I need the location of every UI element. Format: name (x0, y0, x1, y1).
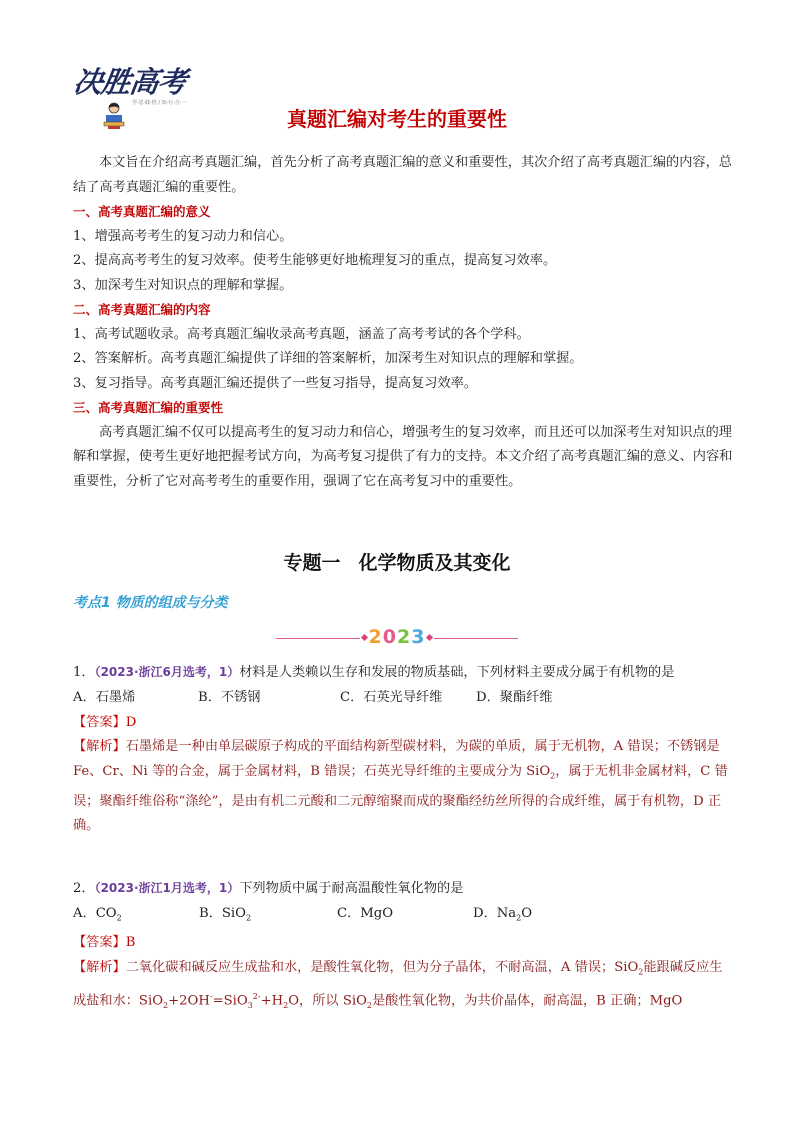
list-item: 3、加深考生对知识点的理解和掌握。 (73, 277, 293, 293)
question-1 (73, 660, 733, 839)
question-stem: 1．（2023·浙江6月选考，1）材料是人类赖以生存和发展的物质基础，下列材料主要成分属于有机物的是 (73, 665, 675, 680)
document-title: 真题汇编对考生的重要性 (287, 107, 507, 131)
option-d: D．$Na_2O$ (473, 905, 533, 923)
intro-section (73, 151, 733, 494)
year-badge: 2023 (368, 626, 426, 648)
logo-tagline: 学·思·践·悟 / 知·行·合·一 (132, 100, 187, 106)
logo-text: 决胜高考 (71, 65, 189, 99)
conclusion-paragraph: 高考真题汇编不仅可以提高考生的复习动力和信心，增强考生的复习效率，而且还可以加深考生对知识点的理解和掌握，使考生更好地把握考试方向，为高考复习提供了有力的支持。本文介绍了高考真题汇编的意义、内容和重要性，分析了它对高考考生的重要作用，强调了它在高考复习中的重要性。 (73, 424, 733, 489)
exam-point-heading: 考点1 物质的组成与分类 (73, 595, 228, 611)
topic-name: 化学物质及其变化 (358, 552, 511, 574)
intro-lead: 本文旨在介绍高考真题汇编，首先分析了高考真题汇编的意义和重要性，其次介绍了高考真题汇编的内容，总结了高考真题汇编的重要性。 (73, 155, 732, 195)
section-heading-content: 二、高考真题汇编的内容 (73, 302, 211, 317)
answer-line: 【答案】D (73, 714, 137, 730)
question-stem: 2．（2023·浙江1月选考，1）下列物质中属于耐高温酸性氧化物的是 (73, 881, 464, 896)
section-heading-importance: 三、高考真题汇编的重要性 (73, 400, 224, 415)
analysis-paragraph: 【解析】石墨烯是一种由单层碳原子构成的平面结构新型碳材料，为碳的单质，属于无机物，A 错误；不锈钢是 Fe、Cr、Ni 等的合金，属于金属材料，B 错误；石英光导纤维的主要成分为 SiO$_2$，属于无机非金属材料，C 错误；聚酯纤维俗称“涤纶”，是由有机二元酸和二元醇缩聚而成的聚酯经纺丝所得的合成纤维，属于有机物，D 正确。 (73, 739, 728, 834)
question-options (73, 902, 733, 931)
section-heading-meaning: 一、高考真题汇编的意义 (73, 204, 211, 219)
year-divider (276, 624, 518, 652)
option-a: A．石墨烯 (73, 689, 136, 705)
option-c: C．石英光导纤维 (340, 689, 443, 705)
list-item: 1、高考试题收录。高考真题汇编收录高考真题，涵盖了高考考试的各个学科。 (73, 326, 530, 342)
question-2 (73, 876, 733, 1019)
list-item: 2、答案解析。高考真题汇编提供了详细的答案解析，加深考生对知识点的理解和掌握。 (73, 351, 583, 366)
question-source: （2023·浙江1月选考，1） (94, 881, 240, 895)
option-a: A．$CO_2$ (73, 905, 122, 923)
option-c: C．MgO (337, 905, 394, 921)
analysis-paragraph: 【解析】二氧化碳和碱反应生成盐和水，是酸性氧化物，但为分子晶体，不耐高温，A 错误；SiO$_2$能跟碱反应生成盐和水：$SiO_2+2OH^-=SiO_3^{2-}+H_2O$，所以 SiO$_2$是酸性氧化物，为共价晶体，耐高温，B 正确；MgO (73, 960, 723, 1011)
option-d: D．聚酯纤维 (476, 689, 553, 705)
answer-value: D (125, 714, 137, 730)
list-item: 3、复习指导。高考真题汇编还提供了一些复习指导，提高复习效率。 (73, 375, 478, 391)
list-item: 2、提高高考考生的复习效率。使考生能够更好地梳理复习的重点，提高复习效率。 (73, 253, 557, 268)
option-b: B．不锈钢 (198, 689, 261, 705)
answer-line: 【答案】B (73, 935, 136, 951)
option-b: B．SiO$_2$ (199, 905, 252, 923)
topic-title (0, 548, 794, 575)
list-item: 1、增强高考考生的复习动力和信心。 (73, 228, 293, 244)
topic-label: 专题一 (283, 552, 341, 574)
divider-line-right (434, 638, 518, 639)
question-source: （2023·浙江6月选考，1） (94, 665, 240, 679)
answer-value: B (125, 935, 136, 951)
question-options (73, 686, 733, 711)
